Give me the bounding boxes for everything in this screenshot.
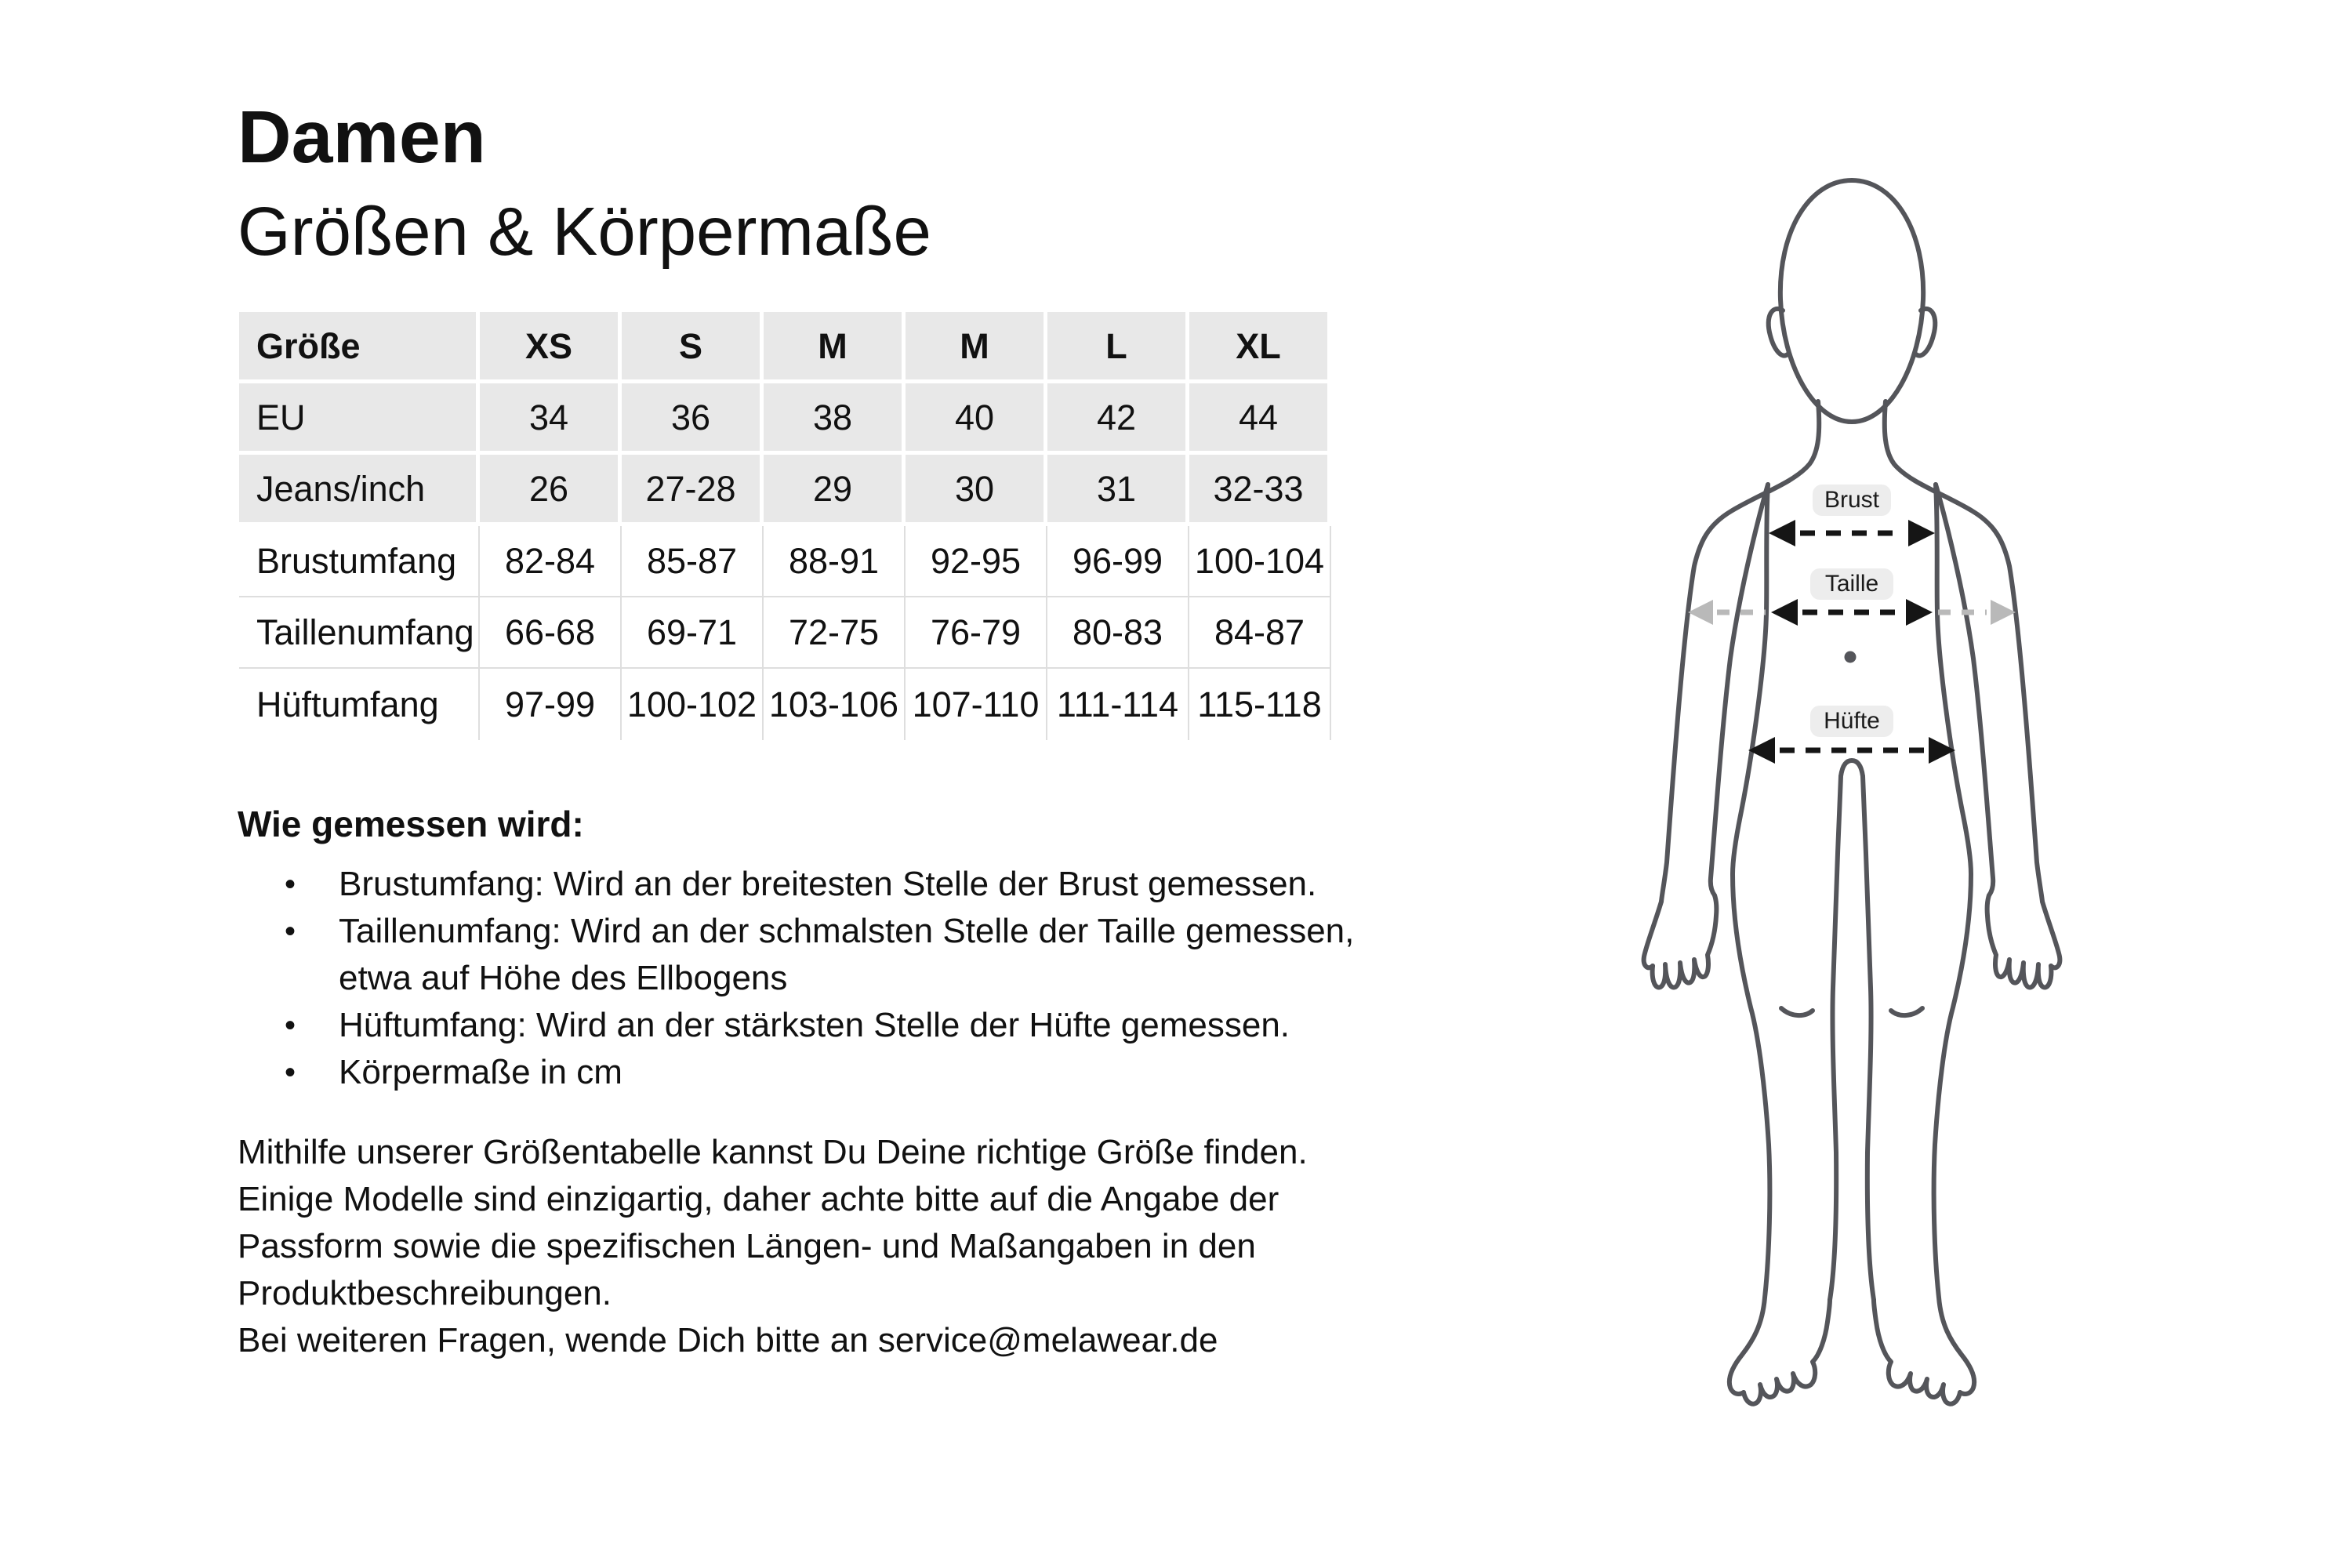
bullet-text: Hüftumfang: Wird an der stärksten Stelle der Hüfte gemessen. — [339, 1006, 1290, 1044]
waist-label: Taille — [1824, 571, 1879, 597]
hip-label: Hüfte — [1824, 708, 1880, 734]
knee-crease-left — [1781, 1008, 1813, 1015]
table-cell: 32-33 — [1189, 455, 1331, 526]
list-item — [239, 908, 1354, 1002]
body-outline — [1644, 180, 2060, 1404]
hand-right — [2042, 902, 2060, 967]
chest-label: Brust — [1824, 487, 1880, 513]
table-cell: 92-95 — [906, 526, 1047, 597]
hand-right-fingers — [1987, 895, 2052, 988]
foot-left-toes — [1744, 1300, 1830, 1404]
chest-arrow-head-right — [1908, 520, 1935, 546]
table-header-l: L — [1047, 312, 1189, 383]
bullet-text: Taillenumfang: Wird an der schmalsten Stelle der Taille gemessen, — [339, 912, 1355, 950]
how-measured-heading: Wie gemessen wird: — [238, 804, 584, 844]
table-row-label-hueftumfang: Hüftumfang — [239, 669, 480, 740]
table-header-size: Größe — [239, 312, 480, 383]
table-cell: 69-71 — [622, 597, 764, 669]
table-cell: 80-83 — [1047, 597, 1189, 669]
table-cell: 27-28 — [622, 455, 764, 526]
head-outline — [1780, 180, 1923, 422]
waist-arrow-ext-head-left — [1688, 600, 1713, 625]
how-measured-list — [239, 861, 1354, 1096]
bullet-icon: • — [285, 1008, 296, 1043]
table-header-xl: XL — [1189, 312, 1331, 383]
table-cell: 30 — [906, 455, 1047, 526]
table-cell: 42 — [1047, 383, 1189, 455]
table-cell: 115-118 — [1189, 669, 1331, 740]
table-row-label-brustumfang: Brustumfang — [239, 526, 480, 597]
table-cell: 100-102 — [622, 669, 764, 740]
waist-arrow-head-left — [1771, 599, 1798, 626]
table-cell: 85-87 — [622, 526, 764, 597]
table-cell: 40 — [906, 383, 1047, 455]
table-cell: 66-68 — [480, 597, 622, 669]
table-header-s: S — [622, 312, 764, 383]
chest-arrow-head-left — [1769, 520, 1795, 546]
knee-crease-right — [1891, 1008, 1922, 1015]
list-item — [239, 1049, 1354, 1096]
inner-leg-left — [1830, 776, 1841, 1300]
note-paragraph — [238, 1129, 1308, 1364]
table-cell: 72-75 — [764, 597, 906, 669]
list-item — [239, 1002, 1354, 1049]
bullet-text: Brustumfang: Wird an der breitesten Stelle der Brust gemessen. — [339, 865, 1317, 903]
bullet-icon: • — [285, 867, 296, 902]
bullet-icon: • — [285, 914, 296, 949]
table-cell: 34 — [480, 383, 622, 455]
table-cell: 29 — [764, 455, 906, 526]
note-line: Einige Modelle sind einzigartig, daher achte bitte auf die Angabe der — [238, 1180, 1279, 1218]
table-header-m2: M — [906, 312, 1047, 383]
table-cell: 88-91 — [764, 526, 906, 597]
note-line: Produktbeschreibungen. — [238, 1274, 612, 1312]
bullet-icon: • — [285, 1055, 296, 1090]
table-cell: 103-106 — [764, 669, 906, 740]
table-header-m1: M — [764, 312, 906, 383]
body-measurement-diagram — [1599, 157, 2104, 1427]
table-cell: 31 — [1047, 455, 1189, 526]
table-header-xs: XS — [480, 312, 622, 383]
table-cell: 100-104 — [1189, 526, 1331, 597]
page-subtitle: Größen & Körpermaße — [238, 194, 931, 270]
table-cell: 82-84 — [480, 526, 622, 597]
inner-leg-right — [1863, 776, 1874, 1300]
table-row-label-eu: EU — [239, 383, 480, 455]
table-cell: 38 — [764, 383, 906, 455]
table-cell: 36 — [622, 383, 764, 455]
table-cell: 84-87 — [1189, 597, 1331, 669]
table-cell: 26 — [480, 455, 622, 526]
table-cell: 96-99 — [1047, 526, 1189, 597]
note-line: Bei weiteren Fragen, wende Dich bitte an service@melawear.de — [238, 1321, 1218, 1359]
table-row-label-taillenumfang: Taillenumfang — [239, 597, 480, 669]
hand-left-fingers — [1653, 895, 1717, 988]
table-cell: 107-110 — [906, 669, 1047, 740]
waist-arrow-ext-head-right — [1991, 600, 2016, 625]
note-line: Passform sowie die spezifischen Längen- und Maßangaben in den — [238, 1227, 1256, 1265]
size-table — [239, 312, 1331, 740]
table-cell: 44 — [1189, 383, 1331, 455]
table-cell: 76-79 — [906, 597, 1047, 669]
crotch-arc — [1841, 760, 1863, 776]
note-line: Mithilfe unserer Größentabelle kannst Du Deine richtige Größe finden. — [238, 1133, 1308, 1171]
foot-right-toes — [1874, 1300, 1960, 1404]
navel-dot — [1845, 652, 1857, 663]
hand-left — [1644, 902, 1661, 967]
bullet-text: etwa auf Höhe des Ellbogens — [339, 959, 788, 997]
table-cell: 97-99 — [480, 669, 622, 740]
page-title: Damen — [238, 96, 486, 179]
table-cell: 111-114 — [1047, 669, 1189, 740]
bullet-text: Körpermaße in cm — [339, 1053, 622, 1091]
table-row-label-jeans: Jeans/inch — [239, 455, 480, 526]
list-item — [239, 861, 1354, 908]
waist-arrow-head-right — [1906, 599, 1933, 626]
